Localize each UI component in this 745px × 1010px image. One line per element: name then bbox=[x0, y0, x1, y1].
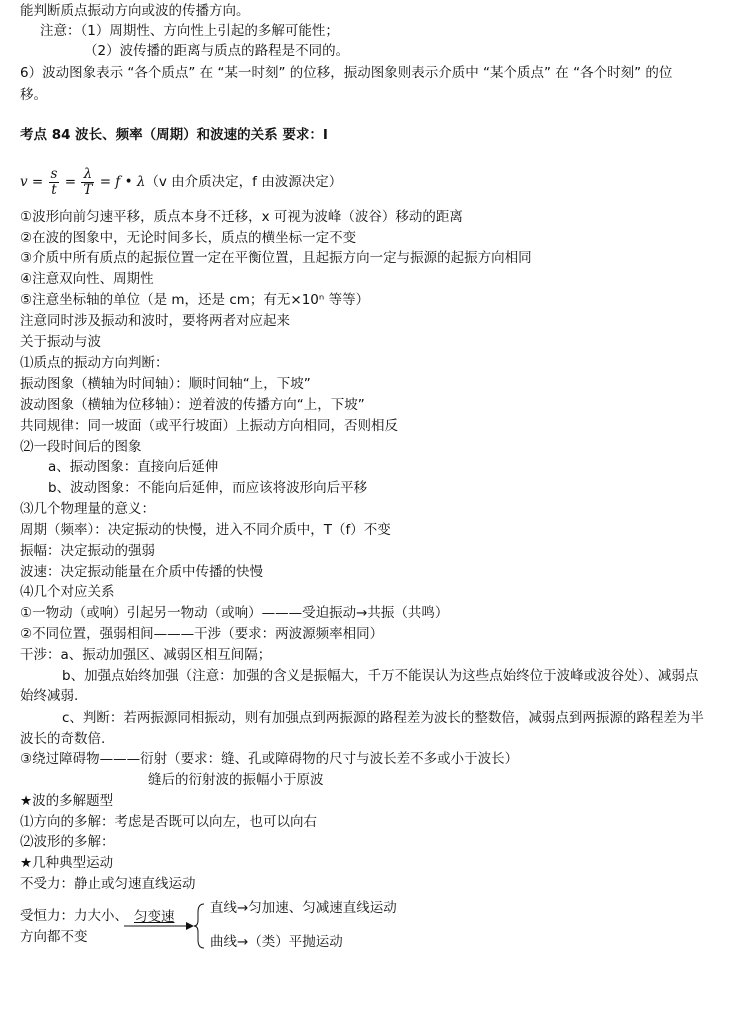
denominator: T bbox=[83, 181, 93, 198]
text-line: ②不同位置，强弱相间———干涉（要求：两波源频率相同） bbox=[20, 626, 384, 642]
text-line: b、波动图象：不能向后延伸，而应该将波形向后平移 bbox=[48, 480, 368, 496]
text-line: ⑶几个物理量的意义： bbox=[20, 501, 155, 517]
text-line: ⑷几个对应关系 bbox=[20, 584, 115, 600]
brace-icon bbox=[194, 904, 204, 948]
text-line: 波动图象（横轴为位移轴）：逆着波的传播方向“上，下坡” bbox=[20, 397, 365, 413]
text-line: ④注意双向性、周期性 bbox=[20, 271, 154, 287]
text-line: 波长的奇数倍. bbox=[20, 731, 106, 747]
diagram-left-line2: 方向都不变 bbox=[20, 929, 88, 945]
text-line: ③绕过障碍物———衍射（要求：缝、孔或障碍物的尺寸与波长差不多或小于波长） bbox=[20, 751, 519, 767]
formula-equals: = bbox=[60, 174, 81, 190]
text-line: ⑴方向的多解：考虑是否既可以向左，也可以向右 bbox=[20, 814, 317, 830]
text-line: 缝后的衍射波的振幅小于原波 bbox=[148, 772, 324, 788]
formula-v: v bbox=[20, 174, 28, 190]
text-line: 不受力：静止或匀速直线运动 bbox=[20, 876, 196, 892]
text-line: 共同规律：同一坡面（或平行坡面）上振动方向相同，否则相反 bbox=[20, 418, 398, 434]
text-line: ⑴质点的振动方向判断： bbox=[20, 355, 169, 371]
diagram-left-line1: 受恒力：力大小、 bbox=[20, 908, 128, 924]
diagram-branch-line: 直线→匀加速、匀减速直线运动 bbox=[210, 900, 397, 916]
text-line: ⑵波形的多解： bbox=[20, 834, 115, 850]
text-line: ★几种典型运动 bbox=[20, 855, 114, 871]
text-line: ★波的多解题型 bbox=[20, 793, 114, 809]
arrow-head-icon bbox=[186, 922, 194, 930]
formula-equals: = bbox=[27, 174, 48, 190]
text-line: ①波形向前匀速平移，质点本身不迁移，x 可视为波峰（波谷）移动的距离 bbox=[20, 209, 463, 225]
text-line: （2）波传播的距离与质点的路程是不同的。 bbox=[84, 43, 350, 59]
text-line: ①一物动（或响）引起另一物动（或响）———受迫振动→共振（共鸣） bbox=[20, 605, 449, 621]
text-line: 始终减弱. bbox=[20, 688, 79, 704]
section-heading: 考点 84 波长、频率（周期）和波速的关系 要求：Ⅰ bbox=[20, 127, 328, 143]
text-line: 关于振动与波 bbox=[20, 334, 101, 350]
text-line: ②在波的图象中，无论时间多长，质点的横坐标一定不变 bbox=[20, 230, 357, 246]
text-line: b、加强点始终加强（注意：加强的含义是振幅大，千万不能误认为这些点始终位于波峰或波谷处）、减弱点 bbox=[62, 668, 699, 684]
numerator: λ bbox=[81, 167, 94, 183]
formula-rest: = f • λ bbox=[95, 174, 146, 190]
text-line: ⑤注意坐标轴的单位（是 m，还是 cm；有无×10ⁿ 等等） bbox=[20, 292, 370, 308]
text-line: ⑵一段时间后的图象 bbox=[20, 439, 142, 455]
text-line: a、振动图象：直接向后延伸 bbox=[48, 459, 219, 475]
text-line: 移。 bbox=[20, 87, 47, 103]
diagram-arrow-label: 匀变速 bbox=[134, 909, 175, 925]
text-line: 6）波动图象表示 “各个质点” 在 “某一时刻” 的位移，振动图象则表示介质中 “某个质点” 在 “各个时刻” 的位 bbox=[20, 65, 673, 81]
formula-note: （v 由介质决定，f 由波源决定） bbox=[145, 174, 343, 190]
text-line: c、判断：若两振源同相振动，则有加强点到两振源的路程差为波长的整数倍，减弱点到两振源的路程差为半 bbox=[62, 710, 704, 726]
text-line: ③介质中所有质点的起振位置一定在平衡位置，且起振方向一定与振源的起振方向相同 bbox=[20, 250, 532, 266]
denominator: t bbox=[51, 181, 57, 198]
text-line: 振幅：决定振动的强弱 bbox=[20, 543, 155, 559]
text-line: 振动图象（横轴为时间轴）：顺时间轴“上，下坡” bbox=[20, 376, 311, 392]
text-line: 波速：决定振动能量在介质中传播的快慢 bbox=[20, 564, 263, 580]
numerator: s bbox=[50, 165, 58, 182]
text-line: 能判断质点振动方向或波的传播方向。 bbox=[20, 3, 250, 19]
diagram-branch-curve: 曲线→（类）平抛运动 bbox=[210, 934, 343, 950]
text-line: 注意：（1）周期性、方向性上引起的多解可能性； bbox=[40, 23, 339, 39]
text-line: 注意同时涉及振动和波时，要将两者对应起来 bbox=[20, 313, 290, 329]
text-line: 干涉：a、振动加强区、减弱区相互间隔； bbox=[20, 647, 272, 663]
text-line: 周期（频率）：决定振动的快慢，进入不同介质中，T（f）不变 bbox=[20, 522, 391, 538]
